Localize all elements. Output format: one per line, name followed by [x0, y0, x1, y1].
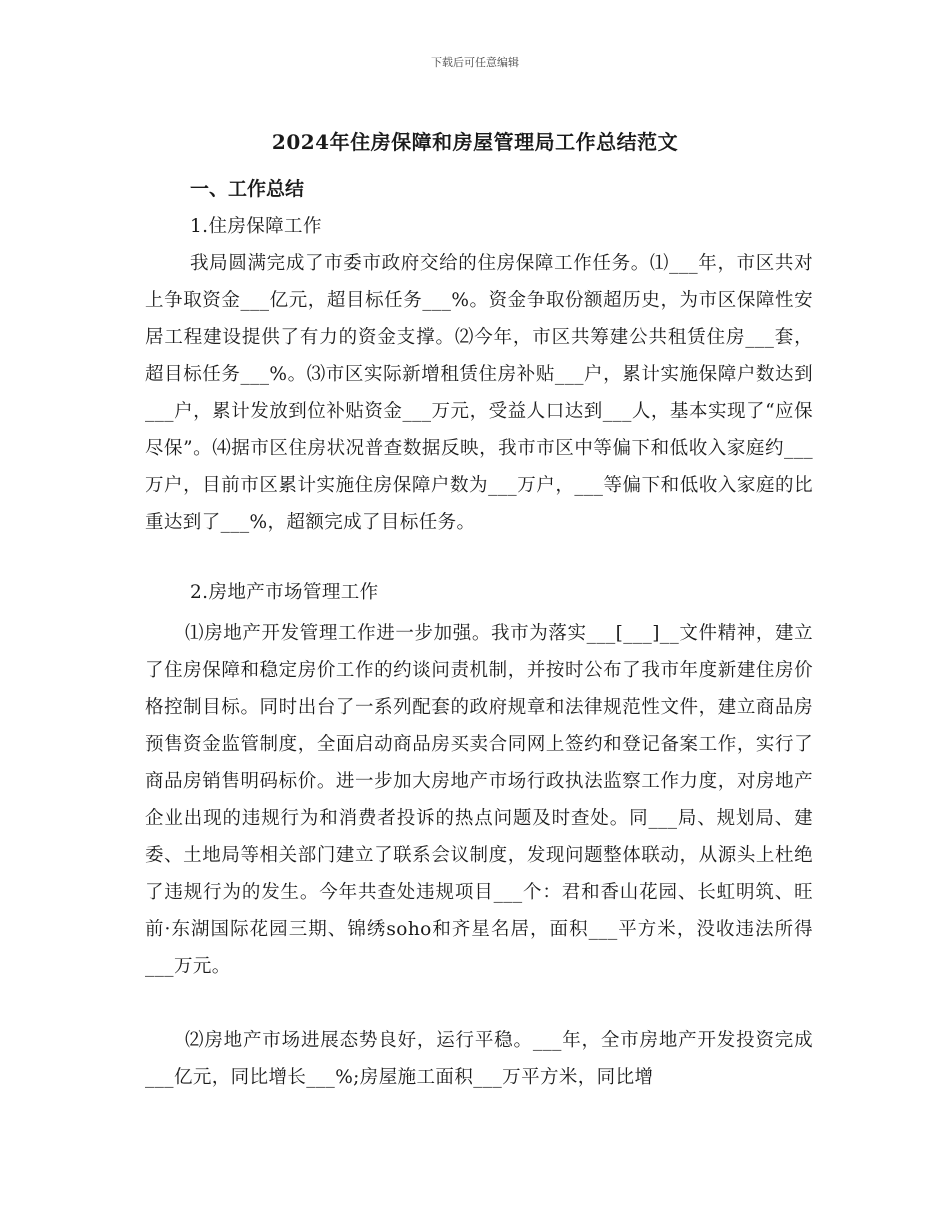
subheading-real-estate-market: 2.房地产市场管理工作	[190, 582, 379, 603]
paragraph-real-estate-market-trend: ⑵房地产市场进展态势良好，运行平稳。___年，全市房地产开发投资完成___亿元，同比增长___%;房屋施工面积___万平方米，同比增	[145, 1030, 813, 1088]
subheading-housing-security: 1.住房保障工作	[190, 216, 322, 237]
document-title: 2024年住房保障和房屋管理局工作总结范文	[271, 130, 679, 154]
paragraph-housing-security: 我局圆满完成了市委市政府交给的住房保障工作任务。⑴___年，市区共对上争取资金___亿元，超目标任务___%。资金争取份额超历史，为市区保障性安居工程建设提供了有力的资金支撑。⑵今年，市区共筹建公共租赁住房___套，超目标任务___%。⑶市区实际新增租赁住房补贴___户，累计实施保障户数达到___户，累计发放到位补贴资金___万元，受益人口达到___人，基本实现了“应保尽保”。⑷据市区住房状况普查数据反映，我市市区中等偏下和低收入家庭约___万户，目前市区累计实施住房保障户数为___万户，___等偏下和低收入家庭的比重达到了___%，超额完成了目标任务。	[145, 253, 813, 533]
paragraph-real-estate-development: ⑴房地产开发管理工作进一步加强。我市为落实___[___]__文件精神，建立了住房保障和稳定房价工作的约谈问责机制，并按时公布了我市年度新建住房价格控制目标。同时出台了一系列配套的政府规章和法律规范性文件，建立商品房预售资金监管制度，全面启动商品房买卖合同网上签约和登记备案工作，实行了商品房销售明码标价。进一步加大房地产市场行政执法监察工作力度，对房地产企业出现的违规行为和消费者投诉的热点问题及时查处。同___局、规划局、建委、土地局等相关部门建立了联系会议制度，发现问题整体联动，从源头上杜绝了违规行为的发生。今年共查处违规项目___个：君和香山花园、长虹明筑、旺前·东湖国际花园三期、锦绣soho和齐星名居，面积___平方米，没收违法所得___万元。	[145, 623, 813, 977]
section-heading-work-summary: 一、工作总结	[190, 178, 305, 200]
header-note: 下载后可任意编辑	[431, 56, 519, 69]
